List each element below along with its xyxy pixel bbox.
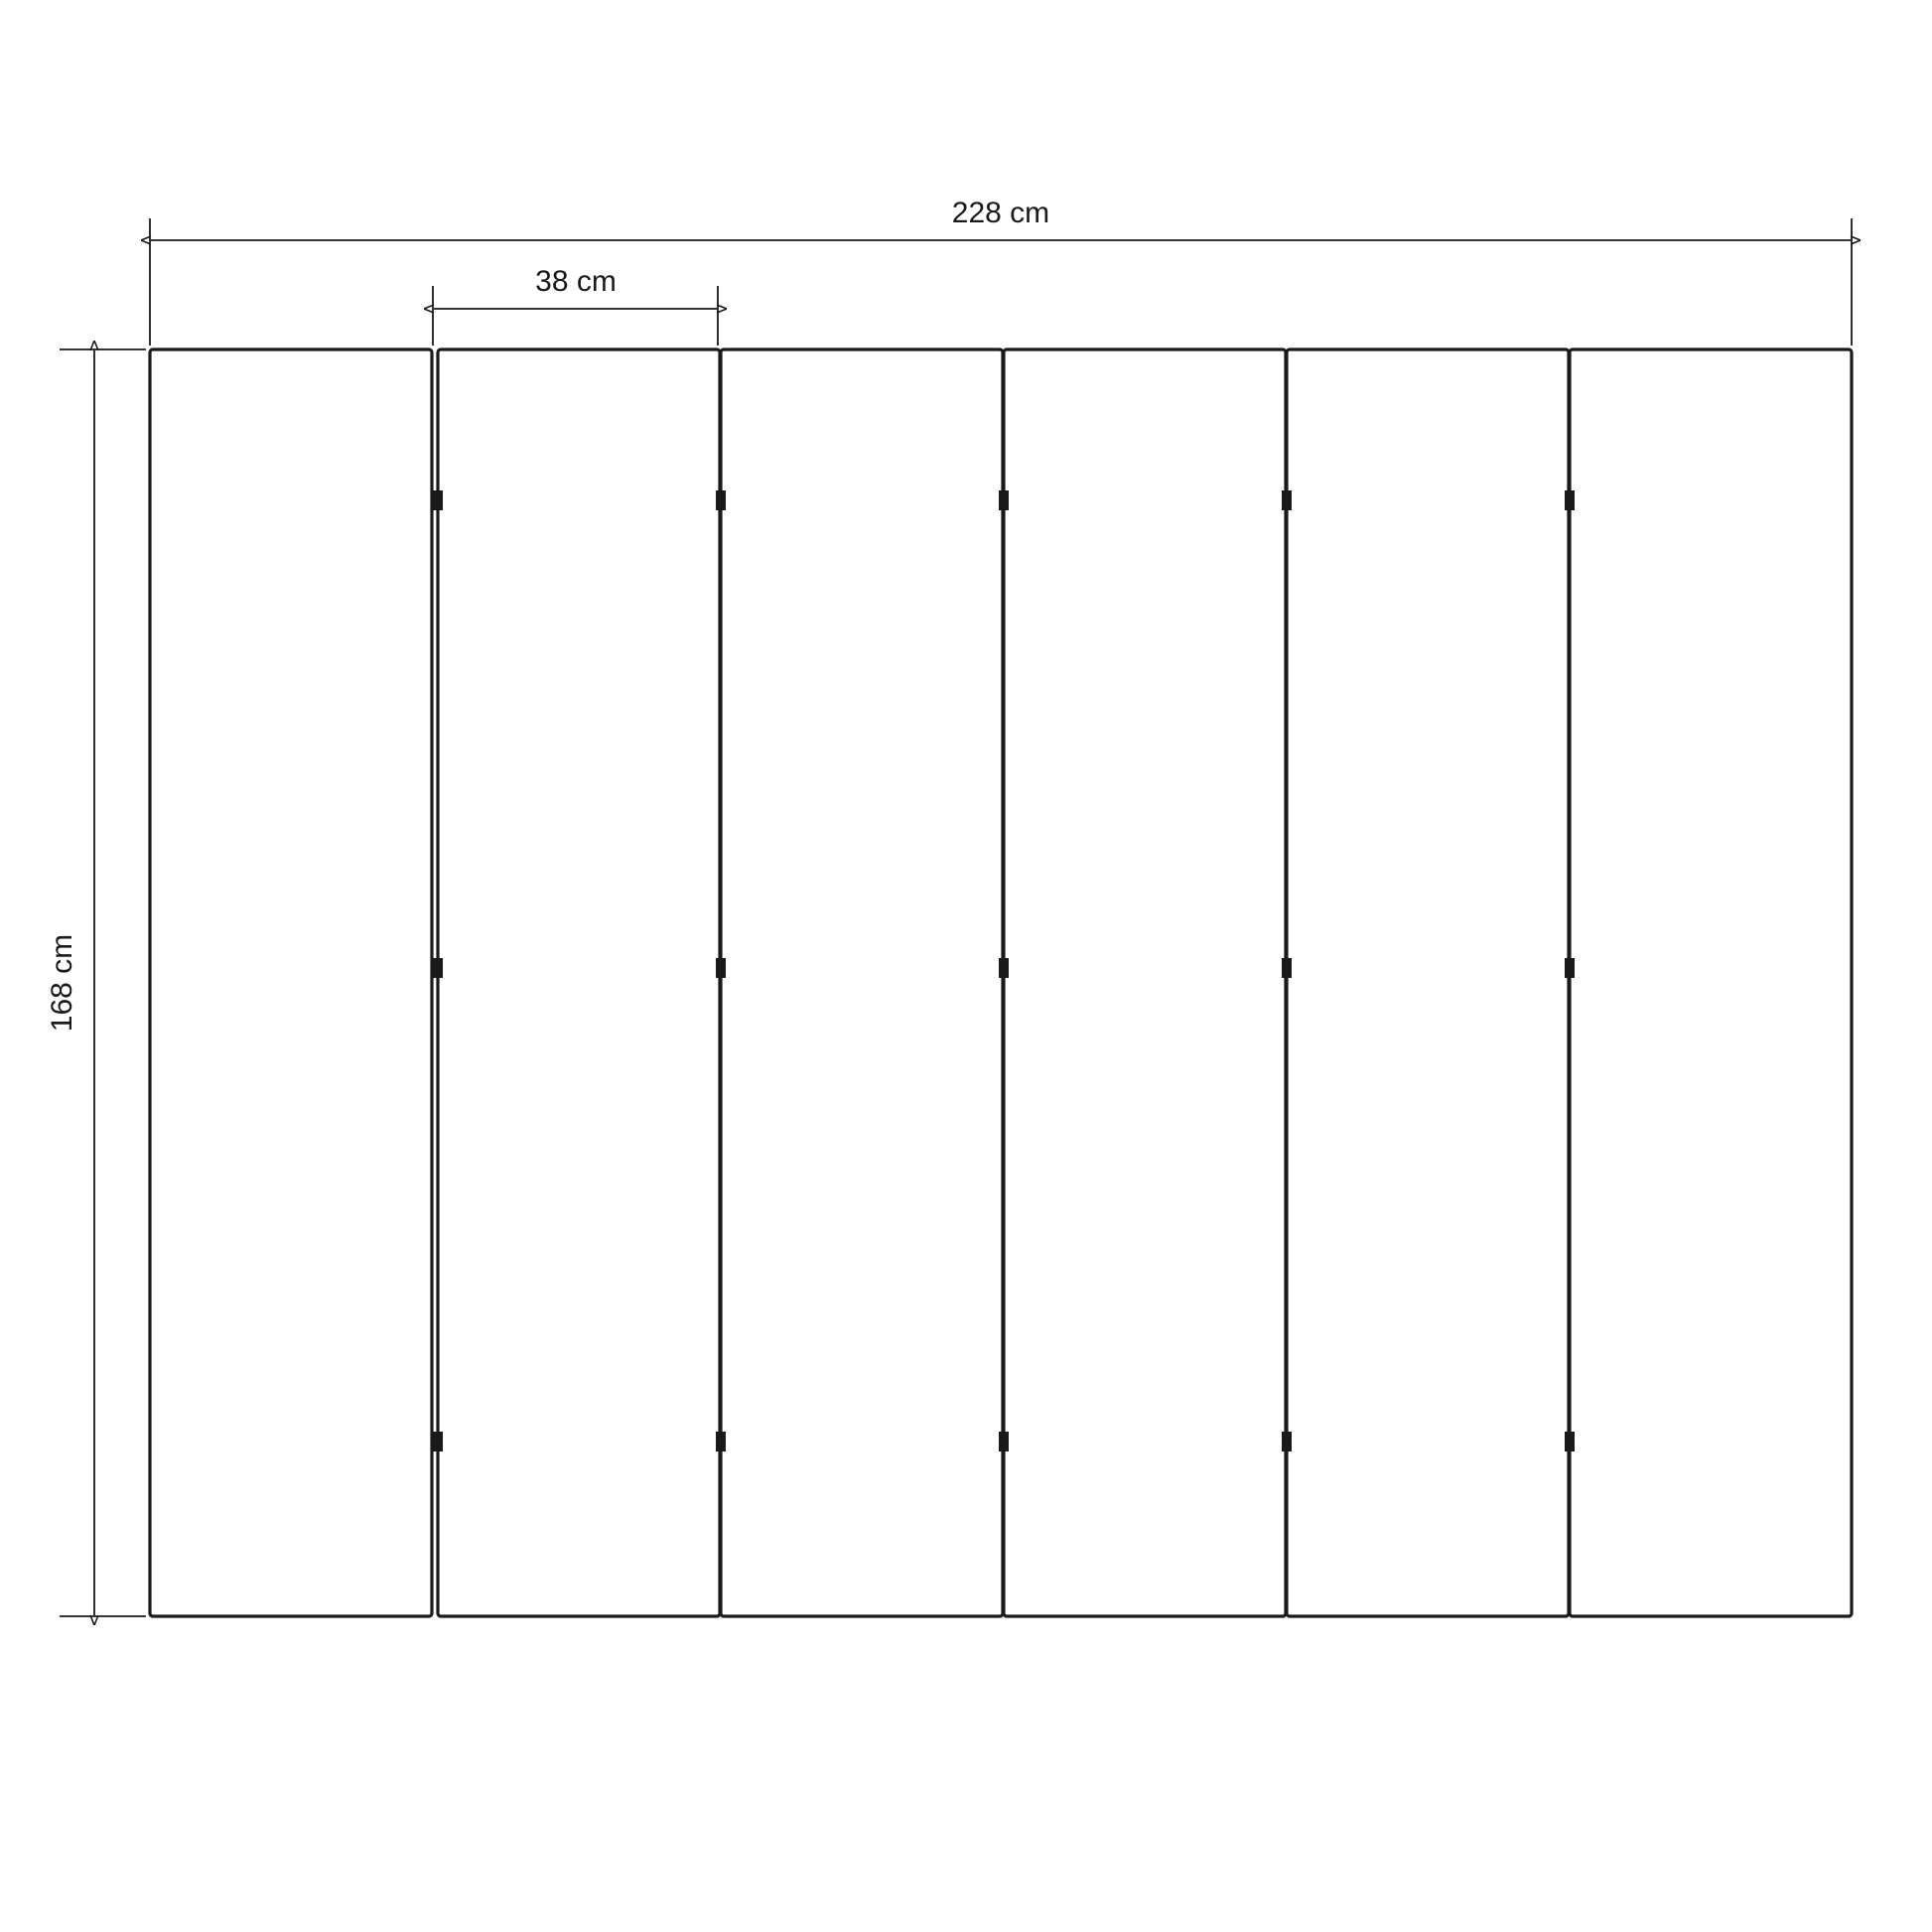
panel-3 (716, 349, 1003, 1616)
hinge-icon (999, 490, 1009, 510)
panel-4 (999, 349, 1286, 1616)
panel-5 (1282, 349, 1569, 1616)
panel-2 (433, 349, 720, 1616)
dimension-label-panel-width: 38 cm (535, 265, 617, 298)
panel-1-body (150, 349, 432, 1616)
panel-group (150, 349, 1852, 1616)
hinge-icon (716, 958, 726, 978)
hinge-icon (716, 1432, 726, 1451)
hinge-icon (1282, 958, 1292, 978)
hinge-icon (1565, 958, 1575, 978)
dimension-panel-width (433, 265, 718, 345)
hinge-icon (1565, 1432, 1575, 1451)
hinge-icon (433, 490, 443, 510)
hinge-icon (999, 1432, 1009, 1451)
panel-4-body (1004, 349, 1286, 1616)
dimension-total-width (150, 197, 1852, 345)
hinge-icon (999, 958, 1009, 978)
hinge-icon (433, 1432, 443, 1451)
dimension-label-total-width: 228 cm (951, 197, 1050, 229)
dimension-height (46, 349, 146, 1616)
panel-5-body (1287, 349, 1569, 1616)
panel-3-body (721, 349, 1003, 1616)
hinge-icon (433, 958, 443, 978)
panel-1 (150, 349, 432, 1616)
hinge-icon (1565, 490, 1575, 510)
panel-2-body (438, 349, 720, 1616)
dimension-label-height: 168 cm (46, 933, 78, 1033)
panel-6-body (1570, 349, 1852, 1616)
hinge-icon (1282, 490, 1292, 510)
panel-6 (1565, 349, 1852, 1616)
hinge-icon (716, 490, 726, 510)
hinge-icon (1282, 1432, 1292, 1451)
